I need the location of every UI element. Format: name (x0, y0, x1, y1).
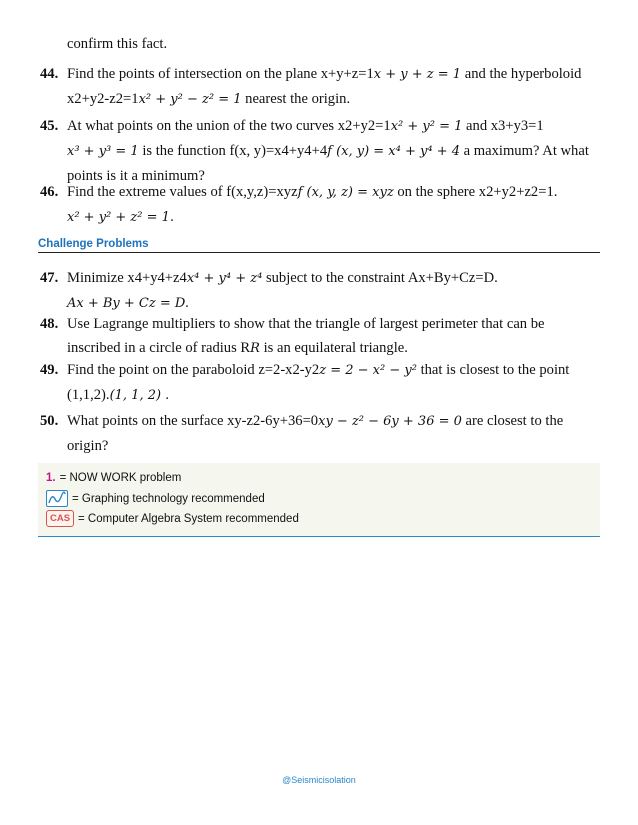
problem-number: 47. (40, 270, 59, 286)
math-span: z = 2 − x² − y² (319, 363, 417, 378)
math-span: x⁴ + y⁴ + z⁴ (186, 271, 263, 286)
text-span: that is closest to the point (416, 362, 570, 378)
section-divider (38, 252, 600, 253)
cas-icon: CAS (46, 510, 74, 527)
math-span: Ax + By + Cz = D. (67, 296, 189, 311)
problem-line (67, 87, 598, 112)
watermark: @Seismicisolation (282, 775, 356, 785)
problem-line (67, 205, 598, 230)
problem-line (67, 62, 598, 87)
problem-line (67, 434, 598, 458)
legend-graphing (46, 490, 265, 507)
text-span: Find the point on the paraboloid z=2-x2-y2 (67, 362, 320, 378)
problem-line (67, 383, 598, 408)
section-title: Challenge Problems (38, 238, 149, 250)
text-span: is an equilateral triangle. (259, 340, 408, 356)
problem-number: 44. (40, 66, 59, 82)
text-span: origin? (67, 438, 109, 454)
problem-text (67, 409, 598, 458)
math-span: (1, 1, 2) . (109, 388, 170, 403)
math-span: x + y + z = 1 (373, 67, 462, 82)
problem-number: 46. (40, 184, 59, 200)
problem-number: 50. (40, 413, 59, 429)
text-span: inscribed in a circle of radius R (67, 340, 251, 356)
math-span: f (x, y, z) = xyz (297, 185, 394, 200)
text-span: points is it a minimum? (67, 168, 205, 184)
text-span: on the sphere x2+y2+z2=1. (393, 184, 558, 200)
text-span: a maximum? At what (460, 143, 589, 159)
legend-now-work (46, 472, 181, 484)
math-span: f (x, y) = x⁴ + y⁴ + 4 (327, 144, 460, 159)
text-span: is the function f(x, y)=x4+y4+4 (138, 143, 328, 159)
problem-number: 45. (40, 118, 59, 134)
text-span: (1,1,2). (67, 387, 110, 403)
problem-line (67, 266, 598, 291)
math-span: x² + y² = 1 (390, 119, 463, 134)
text-span: x2+y2-z2=1 (67, 91, 139, 107)
text-span: are closest to the (461, 413, 564, 429)
problem-number: 49. (40, 362, 59, 378)
legend-box (38, 463, 600, 537)
text-span: What points on the surface xy-z2-6y+36=0 (67, 413, 319, 429)
math-span: x³ + y³ = 1 (67, 144, 139, 159)
legend-label: = NOW WORK problem (59, 472, 182, 484)
problem-line (67, 409, 598, 434)
problem-text (67, 312, 598, 361)
math-span: x² + y² − z² = 1 (138, 92, 242, 107)
lead-line: confirm this fact. (67, 36, 168, 52)
text-span: Minimize x4+y4+z4 (67, 270, 187, 286)
legend-label: = Computer Algebra System recommended (78, 512, 299, 525)
text-span: Find the points of intersection on the plane x+y+z=1 (67, 66, 374, 82)
graphing-icon (46, 490, 68, 507)
problem-number: 48. (40, 316, 59, 332)
text-span: Use Lagrange multipliers to show that the triangle of largest perimeter that can be (67, 316, 545, 332)
problem-text (67, 266, 598, 316)
problem-line (67, 180, 598, 205)
now-work-number: 1. (46, 472, 56, 484)
problem-text (67, 358, 598, 408)
problem-text (67, 114, 598, 188)
problem-line (67, 358, 598, 383)
text-span: Find the extreme values of f(x,y,z)=xyz (67, 184, 298, 200)
problem-line (67, 139, 598, 164)
legend-cas (46, 510, 299, 527)
text-span: subject to the constraint Ax+By+Cz=D. (262, 270, 498, 286)
text-span: and the hyperboloid (461, 66, 582, 82)
text-span: At what points on the union of the two curves x2+y2=1 (67, 118, 391, 134)
text-span: and x3+y3=1 (462, 118, 544, 134)
problem-text (67, 180, 598, 230)
problem-line (67, 114, 598, 139)
text-span: nearest the origin. (241, 91, 351, 107)
problem-line (67, 312, 598, 336)
problem-text (67, 62, 598, 112)
legend-label: = Graphing technology recommended (72, 492, 265, 505)
math-span: xy − z² − 6y + 36 = 0 (318, 414, 462, 429)
math-span: x² + y² + z² = 1. (67, 210, 175, 225)
math-span: R (250, 341, 260, 356)
